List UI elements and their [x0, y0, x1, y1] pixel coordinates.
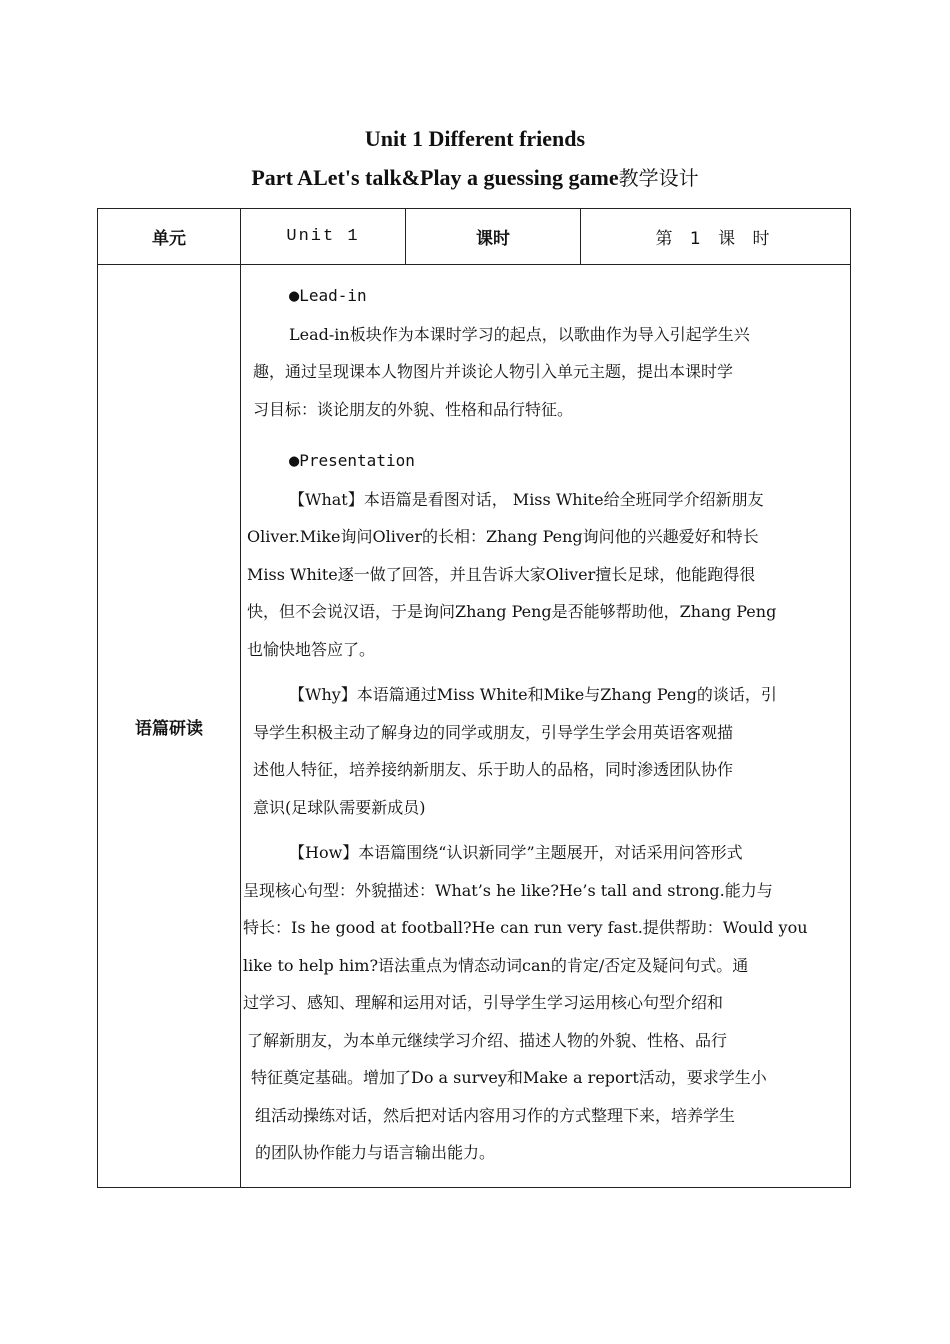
paragraph-line: 特征奠定基础。增加了Do a survey和Make a report活动，要求学生小 [251, 1068, 767, 1087]
unit-label: 单元 [98, 209, 241, 265]
paragraph-line: Oliver.Mike询问Oliver的长相：Zhang Peng询问他的兴趣爱好和特长 [247, 527, 759, 546]
bullet-dot-icon: ● [289, 286, 300, 306]
paragraph-line: 趣，通过呈现课本人物图片并谈论人物引入单元主题，提出本课时学 [253, 362, 734, 381]
paragraph-line: 呈现核心句型：外貌描述：What’s he like?He’s tall and strong.能力与 [243, 880, 773, 900]
section-label: 语篇研读 [98, 265, 241, 1188]
lesson-label: 课时 [406, 209, 581, 265]
leadin-heading: ●Lead-in [289, 286, 367, 306]
content-body [241, 265, 850, 1172]
title-line-2 [0, 162, 950, 191]
paragraph-line: 也愉快地答应了。 [247, 639, 376, 659]
title-line-1: Unit 1 Different friends [364, 126, 586, 151]
paragraph-line: 的团队协作能力与语言输出能力。 [255, 1143, 496, 1162]
content-cell [241, 265, 851, 1188]
paragraph-line: 过学习、感知、理解和运用对话，引导学生学习运用核心句型介绍和 [243, 993, 724, 1012]
presentation-heading: ●Presentation [289, 451, 415, 471]
bullet-dot-icon: ● [289, 451, 300, 471]
paragraph-line: Miss White逐一做了回答，并且告诉大家Oliver擅长足球，他能跑得很 [247, 564, 756, 584]
lesson-value: 第 1 课 时 [581, 209, 851, 265]
title-line-2-cn: 教学设计 [618, 166, 699, 190]
paragraph-line: 组活动操练对话，然后把对话内容用习作的方式整理下来，培养学生 [255, 1105, 736, 1125]
lesson-table [97, 208, 851, 1188]
what-paragraph [247, 481, 846, 669]
content-row [98, 265, 851, 1188]
paragraph-line: 习目标：谈论朋友的外貌、性格和品行特征。 [253, 399, 574, 419]
how-paragraph [243, 834, 846, 1172]
paragraph-line: 意识(足球队需要新成员) [253, 797, 426, 817]
paragraph-line: 了解新朋友，为本单元继续学习介绍、描述人物的外貌、性格、品行 [247, 1030, 728, 1050]
paragraph-line: 述他人特征，培养接纳新朋友、乐于助人的品格，同时渗透团队协作 [253, 760, 734, 779]
leadin-paragraph [247, 316, 846, 429]
paragraph-line: 【What】本语篇是看图对话， Miss White给全班同学介绍新朋友 [289, 489, 764, 509]
paragraph-line: 特长：Is he good at football?He can run very fast.提供帮助：Would you [243, 918, 808, 937]
paragraph-line: like to help him?语法重点为情态动词can的肯定/否定及疑问句式。通 [243, 955, 749, 975]
paragraph-line: 【Why】本语篇通过Miss White和Mike与Zhang Peng的谈话，引 [289, 685, 777, 704]
paragraph-line: Lead-in板块作为本课时学习的起点，以歌曲作为导入引起学生兴 [289, 324, 750, 344]
unit-value: Unit 1 [241, 209, 406, 265]
paragraph-line: 快，但不会说汉语，于是询问Zhang Peng是否能够帮助他，Zhang Peng [247, 602, 777, 621]
paragraph-line: 【How】本语篇围绕“认识新同学”主题展开，对话采用问答形式 [289, 843, 743, 862]
header-row [98, 209, 851, 265]
title-line-2-en: Part ALet's talk&Play a guessing game [251, 165, 619, 190]
why-paragraph [247, 676, 846, 826]
paragraph-line: 导学生积极主动了解身边的同学或朋友，引导学生学会用英语客观描 [253, 722, 734, 742]
